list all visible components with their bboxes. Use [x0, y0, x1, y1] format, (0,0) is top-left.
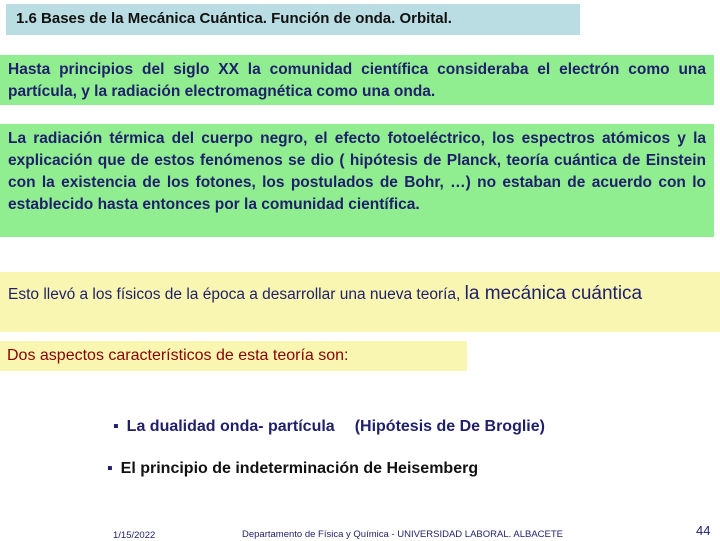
quantum-mechanics-emphasis: la mecánica cuántica — [464, 283, 643, 304]
footer-department: Departamento de Física y Química - UNIVERSIDAD LABORAL. ALBACETE — [242, 529, 564, 540]
bullet-note: (Hipótesis de De Broglie) — [354, 418, 545, 435]
slide-title: 1.6 Bases de la Mecánica Cuántica. Función de onda. Orbital. — [6, 4, 580, 35]
paragraph-experimental-evidence: La radiación térmica del cuerpo negro, el efecto fotoeléctrico, los espectros atómicos y la explicación que de estos fenómenos se dio ( hipótesis de Planck, teoría cuántica de Einstein con la existencia de los fotones, los postulados de Bohr, …) no estaban de acuerdo con lo establecido hasta entonces por la comunidad científica. — [0, 124, 714, 237]
bullet-marker: ▪ — [107, 460, 113, 477]
bullet-uncertainty-principle — [107, 460, 478, 478]
aspects-heading: Dos aspectos característicos de esta teoría son: — [0, 341, 467, 371]
paragraph-quantum-text: Esto llevó a los físicos de la época a desarrollar una nueva teoría, — [8, 286, 461, 303]
bullet-text: La dualidad onda- partícula — [126, 418, 335, 435]
paragraph-classical-view: Hasta principios del siglo XX la comunidad científica consideraba el electrón como una partícula, y la radiación electromagnética como una onda. — [0, 55, 714, 105]
bullet-marker: ▪ — [113, 418, 119, 435]
page-number: 44 — [696, 523, 711, 538]
bullet-wave-particle-duality — [113, 418, 545, 436]
footer-date: 1/15/2022 — [113, 530, 156, 541]
bullet-text: El principio de indeterminación de Heisemberg — [120, 460, 479, 477]
paragraph-quantum-mechanics — [0, 272, 720, 332]
